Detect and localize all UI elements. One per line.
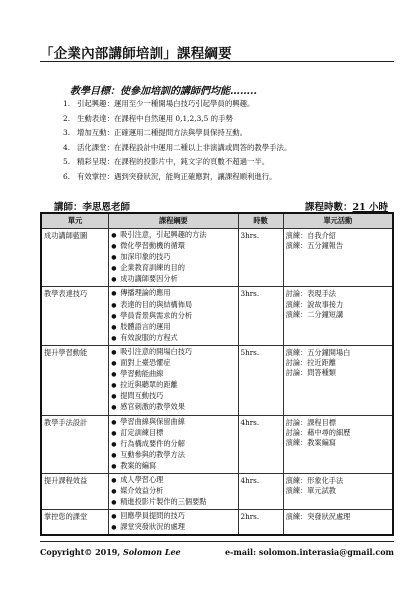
bullet-icon: ● xyxy=(111,429,117,437)
activities-cell xyxy=(283,473,393,509)
outline-cell xyxy=(109,510,238,536)
outline-text: 表達的目的與結構佈局 xyxy=(120,299,193,309)
table-row xyxy=(41,345,393,415)
outline-cell xyxy=(109,345,238,415)
activity-item: 演練：五分鐘開場白 xyxy=(285,347,351,357)
outline-item xyxy=(111,511,235,522)
outline-cell xyxy=(109,415,238,473)
goal-item xyxy=(63,112,383,127)
bullet-icon: ● xyxy=(111,348,117,356)
outline-text: 成人學習心理 xyxy=(120,474,164,484)
outline-item xyxy=(111,369,235,380)
outline-text: 學習動能曲線 xyxy=(120,369,164,379)
activity-item: 演練：五分鐘報告 xyxy=(285,241,344,251)
activities-cell xyxy=(283,345,393,415)
outline-item xyxy=(111,252,235,263)
activity-item: 演練：說故事接力 xyxy=(285,299,344,309)
unit-cell: 教學表達技巧 xyxy=(41,287,109,345)
outline-text: 吸引注意，引起興趣的方法 xyxy=(120,230,207,239)
goals-heading: 教學目標：使參加培訓的講師們均能…….. xyxy=(70,86,257,97)
outline-item xyxy=(111,263,235,274)
bullet-icon: ● xyxy=(111,312,117,320)
hours-cell: 4hrs. xyxy=(238,473,283,509)
header-unit: 單元 xyxy=(41,213,109,229)
activities-cell xyxy=(283,415,393,473)
outline-cell xyxy=(109,473,238,509)
contact-email: e-mail: solomon.interasia@gmail.com xyxy=(224,547,394,557)
bullet-icon: ● xyxy=(111,499,117,507)
outline-text: 回應學員提問的技巧 xyxy=(120,511,185,521)
activity-item: 演練：單元試教 xyxy=(285,486,336,496)
bullet-icon: ● xyxy=(111,393,117,401)
table-header-row xyxy=(41,213,393,229)
outline-text: 教案的編寫 xyxy=(120,460,157,470)
outline-text: 微化學習動機的循環 xyxy=(120,241,185,251)
activity-item: 討論：拉近距離 xyxy=(285,358,336,368)
outline-item xyxy=(111,347,235,358)
outline-text: 企業教育訓練的目的 xyxy=(120,263,185,273)
outline-item xyxy=(111,522,235,533)
outline-text: 拉近與聽眾的距離 xyxy=(120,380,178,390)
outline-item xyxy=(111,322,235,333)
activity-item: 討論：課程目標 xyxy=(285,417,336,427)
hours-cell: 2hrs. xyxy=(238,510,283,536)
outline-text: 感官刺激的教學效果 xyxy=(120,402,185,412)
outline-item xyxy=(111,311,235,322)
outline-item xyxy=(111,402,235,413)
outline-item xyxy=(111,417,235,428)
bullet-icon: ● xyxy=(111,290,117,298)
bullet-icon: ● xyxy=(111,513,117,521)
table-row xyxy=(41,473,393,509)
goal-number: 6. xyxy=(63,171,71,181)
outline-text: 精進投影片製作的三個要點 xyxy=(120,497,207,507)
unit-cell: 掌控您的課堂 xyxy=(41,510,109,536)
outline-item xyxy=(111,241,235,252)
bullet-icon: ● xyxy=(111,360,117,368)
bullet-icon: ● xyxy=(111,334,117,342)
bullet-icon: ● xyxy=(111,440,117,448)
outline-item xyxy=(111,380,235,391)
goal-text: 精彩呈現：在課程的投影片中，鈍文字的頁數不超過一半。 xyxy=(77,157,270,166)
table-row xyxy=(41,229,393,287)
goal-text: 有效掌控：遇到突發狀況，能夠正確應對，讓課程順利進行。 xyxy=(77,171,277,181)
activity-item: 討論：表現手法 xyxy=(285,289,336,299)
header-outline: 課程綱要 xyxy=(109,213,238,229)
outline-text: 學習曲線與保留曲線 xyxy=(120,416,185,426)
outline-text: 行為構成要件的分解 xyxy=(120,438,185,448)
goal-number: 4. xyxy=(63,142,71,152)
bullet-icon: ● xyxy=(111,243,117,251)
goal-number: 5. xyxy=(63,157,71,166)
outline-text: 學員背景與需求的分析 xyxy=(120,310,193,320)
goal-text: 生動表達：在課程中自然運用 0,1,2,3,5 的手勢 xyxy=(77,113,233,123)
bullet-icon: ● xyxy=(111,382,117,390)
goal-number: 1. xyxy=(63,99,71,108)
bullet-icon: ● xyxy=(111,254,117,262)
hours-value: 21 小時 xyxy=(352,202,388,213)
bullet-icon: ● xyxy=(111,476,117,484)
bullet-icon: ● xyxy=(111,323,117,331)
activity-item: 討論：藉中尋的細歷 xyxy=(285,427,351,437)
unit-cell: 提升課程效益 xyxy=(41,473,109,509)
instructor-name: 講師：李思恩老師 xyxy=(54,202,131,213)
unit-cell: 教學手法設計 xyxy=(41,415,109,473)
activities-cell xyxy=(283,287,393,345)
author-name: Solomon Lee xyxy=(122,547,181,557)
footer xyxy=(40,547,394,559)
bullet-icon: ● xyxy=(111,232,117,239)
goal-text: 增加互動：正確運用二種提問方法與學員保持互動。 xyxy=(77,128,247,137)
outline-item xyxy=(111,391,235,402)
goal-item xyxy=(63,155,383,170)
bullet-icon: ● xyxy=(111,451,117,459)
outline-item xyxy=(111,439,235,450)
outline-item xyxy=(111,274,235,285)
bullet-icon: ● xyxy=(111,488,117,496)
goal-item xyxy=(63,97,383,112)
goal-text: 引起興趣：運用至少一種開場白技巧引起學員的興趣。 xyxy=(77,99,255,108)
course-meta xyxy=(40,199,394,211)
outline-text: 成功講師要因分析 xyxy=(120,274,178,284)
activities-cell xyxy=(283,229,393,287)
unit-cell: 提升學習動能 xyxy=(41,345,109,415)
title-divider xyxy=(40,61,394,62)
goal-item xyxy=(63,141,383,156)
bullet-icon: ● xyxy=(111,418,117,426)
goal-number: 3. xyxy=(63,128,71,137)
outline-item xyxy=(111,288,235,299)
bullet-icon: ● xyxy=(111,371,117,379)
hours-cell: 3hrs. xyxy=(238,287,283,345)
bullet-icon: ● xyxy=(111,404,117,412)
outline-item xyxy=(111,450,235,461)
outline-text: 吸引注意的開場白技巧 xyxy=(120,346,193,356)
unit-cell: 成功講師藍圖 xyxy=(41,229,109,287)
outline-text: 面對上臺恐懼症 xyxy=(120,358,171,368)
outline-item xyxy=(111,497,235,508)
hours-label: 課程時數： xyxy=(304,202,353,213)
goal-item xyxy=(63,170,383,185)
course-schedule-table xyxy=(40,212,394,536)
outline-item xyxy=(111,300,235,311)
outline-item xyxy=(111,461,235,472)
header-hours: 時數 xyxy=(238,213,283,229)
footer-divider xyxy=(40,541,394,542)
activity-item: 演練：二分鐘短講 xyxy=(285,309,344,319)
goal-item xyxy=(63,126,383,141)
outline-cell xyxy=(109,229,238,287)
goals-list xyxy=(63,97,383,184)
copyright-text: Copyright© 2019, xyxy=(40,547,123,557)
table-row xyxy=(41,415,393,473)
outline-text: 肢體語言的運用 xyxy=(120,321,171,331)
hours-cell: 3hrs. xyxy=(238,229,283,287)
goal-number: 2. xyxy=(63,113,71,123)
table-row xyxy=(41,287,393,345)
bullet-icon: ● xyxy=(111,524,117,532)
outline-text: 傳播理論的應用 xyxy=(120,288,171,298)
copyright-notice xyxy=(40,547,181,557)
course-hours xyxy=(305,199,388,213)
header-activities: 單元活動 xyxy=(283,213,393,229)
goal-text: 活化課堂：在課程設計中運用二種以上非演講或問答的教學手法。 xyxy=(77,142,292,152)
outline-text: 互動參與的教學方法 xyxy=(120,449,185,459)
outline-item xyxy=(111,486,235,497)
outline-item xyxy=(111,475,235,486)
outline-item xyxy=(111,428,235,439)
outline-text: 訂定訓練目標 xyxy=(120,427,164,437)
outline-cell xyxy=(109,287,238,345)
outline-text: 媒介效益分析 xyxy=(120,486,164,496)
document-title: 「企業內部講師培訓」課程綱要 xyxy=(40,46,232,62)
activities-cell xyxy=(283,510,393,536)
outline-text: 有效說服的方程式 xyxy=(120,332,178,342)
activity-item: 演練：教案編寫 xyxy=(285,437,336,447)
bullet-icon: ● xyxy=(111,276,117,284)
table-row xyxy=(41,510,393,536)
bullet-icon: ● xyxy=(111,265,117,273)
outline-text: 課堂突發狀況的處理 xyxy=(120,522,185,532)
hours-cell: 4hrs. xyxy=(238,415,283,473)
activity-item: 演練：突發狀況處理 xyxy=(285,512,351,522)
activity-item: 演練：形象化手法 xyxy=(285,475,344,485)
activity-item: 演練：自我介紹 xyxy=(285,231,336,240)
outline-text: 提問互動技巧 xyxy=(120,391,164,401)
hours-cell: 5hrs. xyxy=(238,345,283,415)
bullet-icon: ● xyxy=(111,462,117,470)
outline-text: 加深印象的技巧 xyxy=(120,252,171,262)
bullet-icon: ● xyxy=(111,301,117,309)
activity-item: 討論：問答種類 xyxy=(285,368,336,378)
outline-item xyxy=(111,358,235,369)
outline-item xyxy=(111,333,235,344)
outline-item xyxy=(111,230,235,241)
